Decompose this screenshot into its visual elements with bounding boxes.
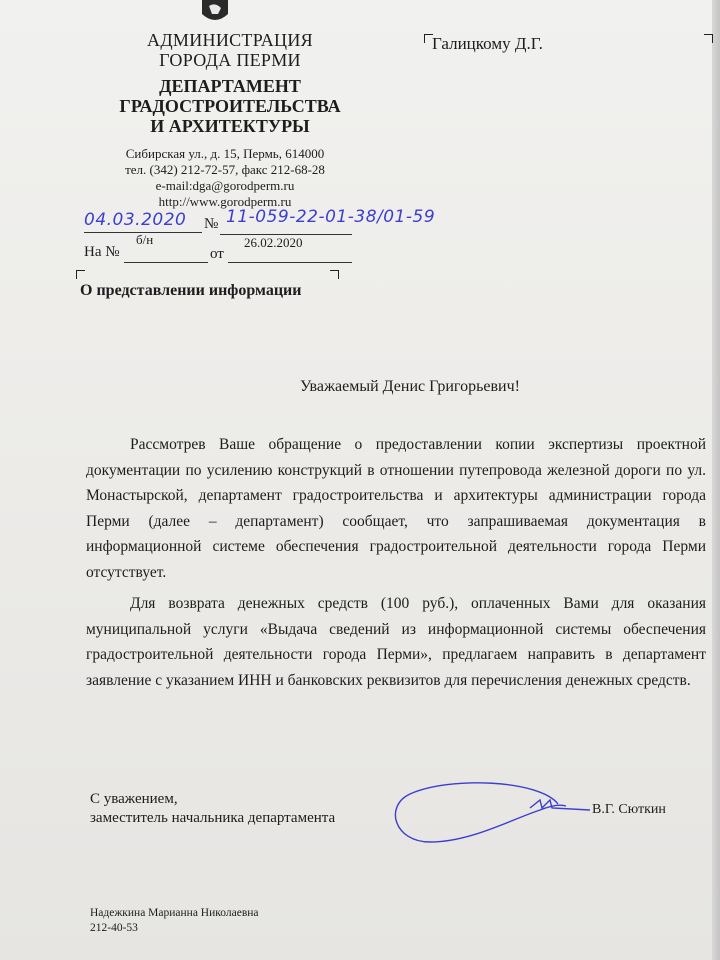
contact-block (100, 146, 350, 210)
letter-body (86, 432, 706, 693)
signer-position: заместитель начальника департамента (90, 810, 336, 826)
body-paragraph: Рассмотрев Ваше обращение о предоставлении копии экспертизы проектной документации по усилению конструкций в отношении путепровода железной дороги по ул. Монастырской, департамент градостроительства и архитектуры администрации города Перми (далее – департамент) сообщает, что запрашиваемая документация в информационной системе обеспечения градостроительной деятельности города Перми отсутствует. (86, 436, 706, 581)
executor-name: Надежкина Марианна Николаевна (90, 907, 259, 919)
number-sign: № (204, 216, 219, 232)
email: e-mail:dga@gorodperm.ru (155, 178, 295, 193)
ref-date-underline (228, 262, 352, 263)
ref-number: б/н (136, 232, 154, 247)
executor-block (90, 906, 259, 936)
handwritten-signature (390, 776, 590, 848)
signer-name: В.Г. Сюткин (592, 802, 666, 817)
ref-date-label: от (210, 246, 224, 262)
ref-date: 26.02.2020 (244, 235, 303, 250)
addressee-corner-mark-right (704, 34, 713, 43)
address: Сибирская ул., д. 15, Пермь, 614000 (125, 146, 325, 161)
page-edge-shadow (712, 0, 720, 960)
closing-block (90, 790, 335, 828)
handwritten-reg-number: 11-059-22-01-38/01-59 (226, 207, 436, 227)
subject-corner-mark-right (330, 270, 339, 279)
department-name: ДЕПАРТАМЕНТ ГРАДОСТРОИТЕЛЬСТВА И АРХИТЕКТУРЫ (119, 76, 341, 136)
org-name-city: ГОРОДА ПЕРМИ (159, 50, 301, 70)
phone: тел. (342) 212-72-57, факс 212-68-28 (125, 162, 325, 177)
org-name: АДМИНИСТРАЦИЯ (147, 30, 313, 50)
subject-corner-mark (76, 270, 85, 279)
addressee: Галицкому Д.Г. (432, 34, 543, 53)
city-crest-icon (200, 0, 230, 24)
salutation: Уважаемый Денис Григорьевич! (300, 378, 520, 395)
ref-label: На № (84, 244, 120, 260)
handwritten-date: 04.03.2020 (84, 210, 187, 230)
executor-phone: 212-40-53 (90, 922, 138, 934)
subject-line: О представлении информации (80, 282, 302, 299)
website: http://www.gorodperm.ru (158, 194, 292, 209)
letterhead (90, 30, 370, 136)
body-paragraph: Для возврата денежных средств (100 руб.), оплаченных Вами для оказания муниципальной услуги «Выдача сведений из информационной системы обеспечения градостроительной деятельности города Перми», предлагаем направить в департамент заявление с указанием ИНН и банковских реквизитов для перечисления денежных средств. (86, 595, 706, 689)
ref-number-underline (124, 262, 208, 263)
closing-phrase: С уважением, (90, 791, 178, 807)
